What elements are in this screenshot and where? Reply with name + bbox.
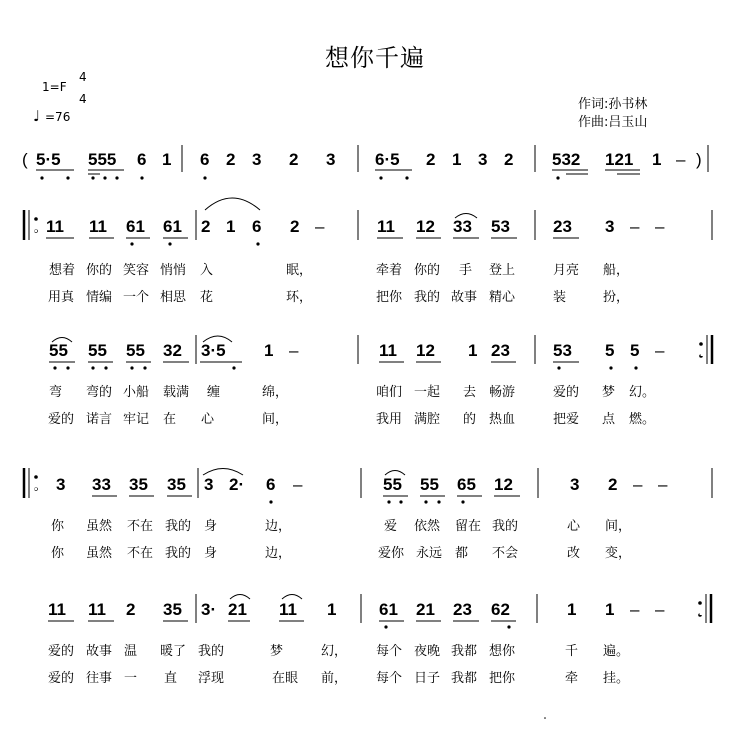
note: 1: [327, 600, 337, 619]
note-group: 11: [46, 217, 64, 236]
note-group: 33: [453, 217, 472, 236]
lyric: 装: [553, 290, 567, 305]
note-group: 532: [552, 150, 581, 169]
lyric: 间，: [605, 519, 632, 534]
lyric: 想你: [489, 644, 516, 659]
lyric: 虽然: [86, 519, 113, 534]
note: 1: [652, 150, 662, 169]
note: 1: [226, 217, 236, 236]
lyric: 心: [567, 519, 581, 534]
paren-open: (: [22, 150, 28, 169]
note-group: 61: [163, 217, 182, 236]
note-group: 121: [605, 150, 634, 169]
note-group: 21: [228, 600, 247, 619]
note: 5: [630, 341, 640, 360]
lyric: 爱: [384, 519, 398, 534]
note-group: 32: [163, 341, 182, 360]
note: 1: [452, 150, 462, 169]
note: 1: [605, 600, 615, 619]
note-group: 53: [491, 217, 510, 236]
note: 1: [162, 150, 172, 169]
lyric: 弯的: [86, 385, 113, 400]
note-group: 55: [88, 341, 107, 360]
lyric: 我的: [492, 519, 519, 534]
lyric: 把爱: [553, 412, 580, 427]
lyric: 改: [567, 546, 581, 561]
lyric: 故事: [451, 290, 478, 305]
lyric: 身: [204, 546, 218, 561]
dash: –: [315, 217, 325, 236]
composer-credit: 作曲:吕玉山: [578, 115, 648, 130]
note-group: 11: [279, 600, 297, 619]
note: 2: [426, 150, 436, 169]
note-group: 35: [167, 475, 186, 494]
repeat-start: :: [33, 217, 39, 236]
note-group: 12: [416, 341, 435, 360]
lyric: 精心: [489, 290, 516, 305]
key-signature: 1=F: [42, 80, 67, 94]
note: 2: [201, 217, 211, 236]
time-signature-top: 4: [79, 70, 87, 84]
lyric: 幻，: [321, 644, 348, 659]
note-group: 11: [48, 600, 66, 619]
lyric: 你的: [414, 263, 441, 278]
dash: –: [658, 475, 668, 494]
lyric: 满腔: [414, 412, 441, 427]
lyric: 虽然: [86, 546, 113, 561]
lyric: 不在: [127, 519, 154, 534]
note: 3: [605, 217, 615, 236]
note: 2·: [229, 475, 245, 494]
lyric: 笑容: [123, 263, 150, 278]
lyric: 月亮: [553, 263, 580, 278]
lyric: 船，: [603, 263, 630, 278]
lyric: 燃。: [629, 412, 656, 427]
note: 2: [226, 150, 236, 169]
lyric: 浮现: [198, 671, 225, 686]
lyric: 环，: [286, 290, 313, 305]
note: 1: [264, 341, 274, 360]
lyric: 爱的: [48, 412, 75, 427]
note-group: 555: [88, 150, 117, 169]
lyric: 的: [463, 412, 477, 427]
note-group: 55: [420, 475, 439, 494]
lyric: 幻。: [629, 385, 656, 400]
note: 2: [504, 150, 514, 169]
note-group: 62: [491, 600, 510, 619]
note-group: 3·5: [201, 341, 226, 360]
note: 2: [126, 600, 136, 619]
lyric: 入: [200, 263, 214, 278]
dash: –: [655, 217, 665, 236]
repeat-end: :: [699, 341, 705, 360]
note: 2: [290, 217, 300, 236]
repeat-start: :: [33, 475, 39, 494]
lyric: 扮，: [603, 290, 630, 305]
note: 3·: [201, 600, 217, 619]
lyric: 牵: [565, 671, 579, 686]
lyric: 爱的: [48, 671, 75, 686]
lyric: 往事: [86, 671, 113, 686]
note: 6: [252, 217, 262, 236]
tempo-value: =76: [45, 110, 71, 124]
lyric: 相思: [160, 290, 187, 305]
note: 3: [570, 475, 580, 494]
note: 3: [478, 150, 488, 169]
lyric: 永远: [416, 546, 443, 561]
note-group: 23: [453, 600, 472, 619]
lyric: 你: [51, 546, 65, 561]
note-group: 35: [129, 475, 148, 494]
lyric: 绵，: [262, 385, 289, 400]
dash: –: [633, 475, 643, 494]
lyric: 热血: [489, 412, 516, 427]
lyric: 梦: [270, 644, 284, 659]
lyricist-credit: 作词:孙书林: [578, 97, 648, 112]
lyric: 在: [163, 412, 177, 427]
song-title: 想你千遍: [325, 44, 425, 72]
lyric: 咱们: [376, 385, 403, 400]
note: 2: [289, 150, 299, 169]
lyric: 边，: [265, 546, 292, 561]
lyric: 留在: [455, 519, 482, 534]
lyric: 我都: [451, 671, 478, 686]
lyric: 不会: [492, 546, 519, 561]
lyric: 我的: [165, 519, 192, 534]
note-group: 53: [553, 341, 572, 360]
lyric: 牢记: [123, 412, 150, 427]
dash: –: [630, 600, 640, 619]
note: 1: [567, 600, 577, 619]
note-group: 61: [126, 217, 145, 236]
lyric: 花: [200, 290, 214, 305]
lyric: 挂。: [603, 671, 630, 686]
lyric: 去: [463, 385, 477, 400]
lyric: 一个: [123, 290, 150, 305]
lyric: 遍。: [603, 644, 630, 659]
lyric: 在眼: [272, 671, 299, 686]
note-group: 55: [126, 341, 145, 360]
lyric: 暖了: [160, 644, 187, 659]
note-group: 35: [163, 600, 182, 619]
note: 2: [608, 475, 618, 494]
lyric: 我的: [198, 644, 225, 659]
note-group: 65: [457, 475, 476, 494]
quarter-note-icon: ♩: [33, 107, 41, 125]
note-group: 11: [89, 217, 107, 236]
lyric: 把你: [376, 290, 403, 305]
note-group: 11: [377, 217, 395, 236]
dash: –: [655, 600, 665, 619]
note-group: 12: [494, 475, 513, 494]
lyric: 温: [124, 644, 138, 659]
lyric: 心: [201, 412, 215, 427]
note: 1: [468, 341, 478, 360]
time-signature-bottom: 4: [79, 92, 87, 106]
note-group: 61: [379, 600, 398, 619]
lyric: 前，: [321, 671, 348, 686]
note-group: 23: [553, 217, 572, 236]
note-group: 12: [416, 217, 435, 236]
lyric: 间，: [262, 412, 289, 427]
lyric: 一起: [414, 385, 441, 400]
lyric: 牵着: [376, 263, 403, 278]
lyric: 直: [164, 671, 178, 686]
lyric: 缠: [207, 385, 221, 400]
paren-close: ): [696, 150, 702, 169]
note: 6: [200, 150, 210, 169]
lyric: 夜晚: [414, 644, 441, 659]
lyric: 依然: [414, 519, 441, 534]
lyric: 你: [51, 519, 65, 534]
lyric: 故事: [86, 644, 113, 659]
dash: –: [293, 475, 303, 494]
lyric: 变，: [605, 546, 632, 561]
note-group: 5·5: [36, 150, 61, 169]
note-group: 23: [491, 341, 510, 360]
lyric: 载满: [163, 385, 190, 400]
lyric: 每个: [376, 671, 403, 686]
note-group: 11: [88, 600, 106, 619]
lyric: 小船: [123, 385, 150, 400]
note: 6: [266, 475, 276, 494]
dash: –: [655, 341, 665, 360]
note-group: 55: [49, 341, 68, 360]
note-group: 33: [92, 475, 111, 494]
lyric: 我的: [414, 290, 441, 305]
lyric: 用真: [48, 290, 75, 305]
lyric: 不在: [127, 546, 154, 561]
lyric: 爱的: [553, 385, 580, 400]
dash: –: [630, 217, 640, 236]
note-group: 55: [383, 475, 402, 494]
lyric: 想着: [49, 263, 76, 278]
note-group: 6·5: [375, 150, 400, 169]
lyric: 诺言: [86, 412, 113, 427]
lyric: 弯: [49, 385, 63, 400]
lyric: 把你: [489, 671, 516, 686]
lyric: 爱你: [378, 546, 405, 561]
lyric: 眠，: [286, 263, 313, 278]
lyric: 畅游: [489, 385, 516, 400]
note: 5: [605, 341, 615, 360]
lyric: 边，: [265, 519, 292, 534]
note-group: 11: [379, 341, 397, 360]
note: 3: [252, 150, 262, 169]
lyric: 每个: [376, 644, 403, 659]
lyric: 你的: [86, 263, 113, 278]
note-group: 21: [416, 600, 435, 619]
lyric: 一: [124, 671, 138, 686]
lyric: 日子: [414, 671, 441, 686]
lyric: 我都: [451, 644, 478, 659]
lyric: 身: [204, 519, 218, 534]
dash: –: [676, 150, 686, 169]
dash: –: [289, 341, 299, 360]
note: 3: [56, 475, 66, 494]
repeat-end: :: [698, 600, 704, 619]
lyric: 悄悄: [160, 263, 187, 278]
lyric: 我用: [376, 412, 403, 427]
note: 6: [137, 150, 147, 169]
lyric: 登上: [489, 263, 516, 278]
lyric: 千: [565, 644, 579, 659]
lyric: 手: [459, 263, 473, 278]
note: 3: [204, 475, 214, 494]
lyric: 情编: [86, 290, 113, 305]
lyric: 我的: [165, 546, 192, 561]
lyric: 点: [602, 412, 616, 427]
lyric: 爱的: [48, 644, 75, 659]
lyric: 都: [455, 546, 469, 561]
lyric: 梦: [602, 385, 616, 400]
note: 3: [326, 150, 336, 169]
